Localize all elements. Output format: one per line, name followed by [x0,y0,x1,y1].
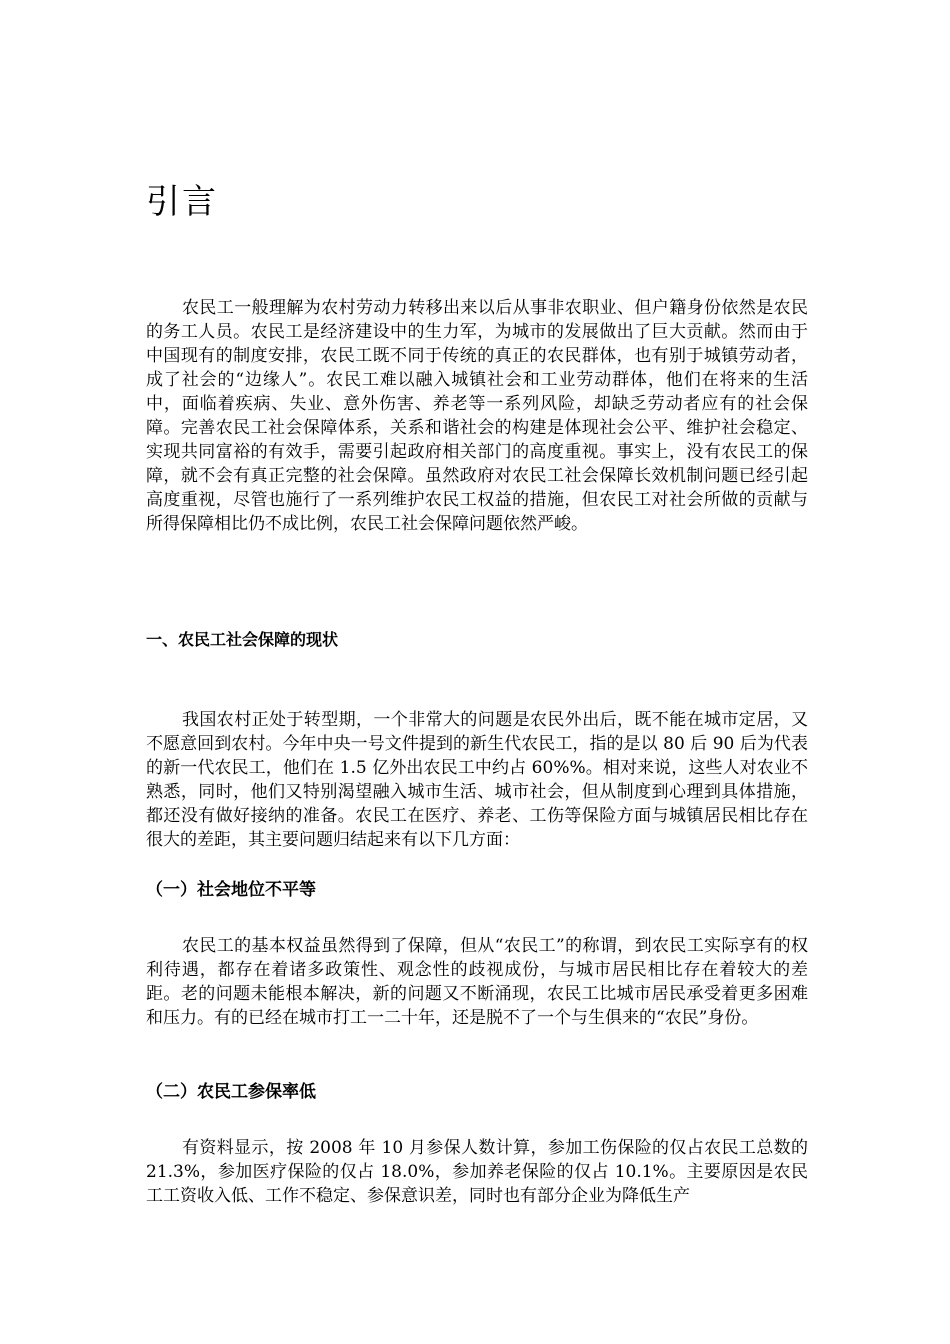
subsection-paragraph: 有资料显示，按 2008 年 10 月参保人数计算，参加工伤保险的仅占农民工总数的 21.3%，参加医疗保险的仅占 18.0%，参加养老保险的仅占 10.1%。主要原因是农民工工资收入低、工作不稳定、参保意识差，同时也有部分企业为降低生产 [146,1138,808,1206]
section-paragraph: 我国农村正处于转型期，一个非常大的问题是农民外出后，既不能在城市定居，又不愿意回到农村。今年中央一号文件提到的新生代农民工，指的是以 80 后 90 后为代表的新一代农民工，他们在 1.5 亿外出农民工中约占 60%%。相对来说，这些人对农业不熟悉，同时，他们又特别渴望融入城市生活、城市社会，但从制度到心理到具体措施，都还没有做好接纳的准备。农民工在医疗、养老、工伤等保险方面与城镇居民相比存在很大的差距，其主要问题归结起来有以下几方面： [146,710,808,850]
section-heading: 一、农民工社会保障的现状 [146,630,339,649]
page-title: 引言 [146,182,218,222]
subsection-paragraph: 农民工的基本权益虽然得到了保障，但从“农民工”的称谓，到农民工实际享有的权利待遇，都存在着诸多政策性、观念性的歧视成份，与城市居民相比存在着较大的差距。老的问题未能根本解决，新的问题又不断涌现，农民工比城市居民承受着更多困难和压力。有的已经在城市打工一二十年，还是脱不了一个与生俱来的“农民”身份。 [146,936,808,1028]
subsection-heading: （二）农民工参保率低 [146,1082,316,1102]
intro-paragraph: 农民工一般理解为农村劳动力转移出来以后从事非农职业、但户籍身份依然是农民的务工人员。农民工是经济建设中的生力军，为城市的发展做出了巨大贡献。然而由于中国现有的制度安排，农民工既不同于传统的真正的农民群体，也有别于城镇劳动者，成了社会的“边缘人”。农民工难以融入城镇社会和工业劳动群体，他们在将来的生活中，面临着疾病、失业、意外伤害、养老等一系列风险，却缺乏劳动者应有的社会保障。完善农民工社会保障体系，关系和谐社会的构建是体现社会公平、维护社会稳定、实现共同富裕的有效手，需要引起政府相关部门的高度重视。事实上，没有农民工的保障，就不会有真正完整的社会保障。虽然政府对农民工社会保障长效机制问题已经引起高度重视，尽管也施行了一系列维护农民工权益的措施，但农民工对社会所做的贡献与所得保障相比仍不成比例，农民工社会保障问题依然严峻。 [146,298,808,534]
subsection-heading: （一）社会地位不平等 [146,880,316,900]
